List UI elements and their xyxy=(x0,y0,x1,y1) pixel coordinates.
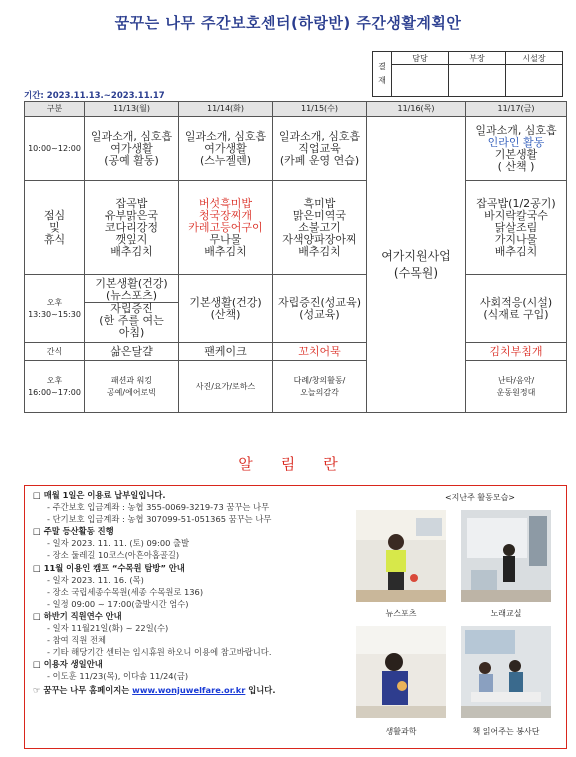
notice-item: - 이도훈 11/23(목), 이다솜 11/24(금) xyxy=(47,671,189,682)
approval-label: 결 재 xyxy=(373,52,392,97)
activity-cell: 일과소개, 심호흡 여가생활 (공예 활동) xyxy=(85,117,179,181)
approval-sign-charge xyxy=(392,65,449,97)
menu-cell: 버섯흑미밥 청국장찌개 카레고등어구이 무나물 배추김치 xyxy=(179,181,273,275)
homepage-link[interactable]: www.wonjuwelfare.or.kr xyxy=(132,684,246,695)
time-cell: 10:00~12:00 xyxy=(25,117,85,181)
afternoon-row xyxy=(25,275,567,343)
snack-cell: 팬케이크 xyxy=(179,343,273,361)
notice-heading: □ 하반기 직원연수 안내 xyxy=(33,610,122,621)
notice-item: - 일정 09:00 ~ 17:00(출발시간 엄수) xyxy=(47,598,189,609)
snack-cell: 김치부침개 xyxy=(466,343,567,361)
day-header: 11/14(화) xyxy=(179,102,273,117)
notice-item: - 일자 2023. 11. 16. (목) xyxy=(47,574,144,585)
approval-col-manager: 부장 xyxy=(449,52,506,65)
approval-col-director: 시설장 xyxy=(506,52,563,65)
activity-photo-newsports xyxy=(356,510,446,602)
program-cell: 패션과 워킹 공예/에어로빅 xyxy=(85,361,179,413)
time-cell: 오후 16:00~17:00 xyxy=(25,361,85,413)
notice-box xyxy=(24,485,567,749)
schedule-header-row xyxy=(25,102,567,117)
activity-photo-science xyxy=(356,626,446,718)
notice-list xyxy=(33,489,363,696)
activity-photo-storytelling xyxy=(461,626,551,718)
photo-caption: 노래교실 xyxy=(490,609,522,618)
activity-cell: 일과소개, 심호흡 여가생활 (스누젤렌) xyxy=(179,117,273,181)
day-header: 11/16(목) xyxy=(367,102,466,117)
page-title: 꿈꾸는 나무 주간보호센터(하랑반) 주간생활계획안 xyxy=(114,14,462,32)
notice-item: - 일자 11월21일(화) ~ 22일(수) xyxy=(47,623,169,634)
approval-table xyxy=(372,51,563,97)
activity-cell: 일과소개, 심호흡 직업교육 (카페 운영 연습) xyxy=(273,117,367,181)
activity-cell: 일과소개, 심호흡 인라인 활동 기본생활 ( 산책 ) xyxy=(466,117,567,181)
photo-caption: 뉴스포츠 xyxy=(385,609,417,618)
schedule-table xyxy=(24,101,567,413)
activity-cell: 자립증진(성교육) (성교육) xyxy=(273,275,367,343)
notice-item: - 장소 둘레길 10코스(아흔아홉골길) xyxy=(47,550,180,561)
snack-row xyxy=(25,343,567,361)
snack-label: 간식 xyxy=(25,343,85,361)
approval-sign-manager xyxy=(449,65,506,97)
program-cell: 다례/창의활동/ 오늘의감각 xyxy=(273,361,367,413)
menu-cell: 잡곡밥 유부맑은국 코다리강정 깻잎지 배추김치 xyxy=(85,181,179,275)
notice-heading: □ 11월 이용인 캠프 “수목원 탐방” 안내 xyxy=(33,562,185,573)
activity-cell: 기본생활(건강) (뉴스포츠) 자립증진 (한 주를 여는 아침) xyxy=(85,275,179,343)
late-afternoon-row xyxy=(25,361,567,413)
notice-item: - 일자 2023. 11. 11. (토) 09:00 출발 xyxy=(47,538,190,549)
day-header: 11/15(수) xyxy=(273,102,367,117)
notice-title: 알림란 xyxy=(238,455,366,473)
program-cell: 난타/음악/ 운동원정대 xyxy=(466,361,567,413)
photos-title: <지난주 활동모습> xyxy=(444,493,516,502)
notice-item: - 장소 국립세종수목원(세종 수목원로 136) xyxy=(47,586,204,597)
activity-cell: 사회적응(시설) (식재료 구입) xyxy=(466,275,567,343)
photo-caption: 책 읽어주는 봉사단 xyxy=(472,727,540,736)
homepage-line xyxy=(33,684,363,696)
approval-sign-director xyxy=(506,65,563,97)
period-label: 기간: 2023.11.13.~2023.11.17 xyxy=(24,91,165,101)
activity-cell: 기본생활(건강) (산책) xyxy=(179,275,273,343)
menu-cell: 흑미밥 맑은미역국 소불고기 자색양파장아찌 배추김치 xyxy=(273,181,367,275)
notice-item: - 단기보호 입금계좌 : 농협 307099-51-051365 꿈꾸는 나무 xyxy=(47,514,272,525)
approval-col-charge: 담당 xyxy=(392,52,449,65)
day-header: 11/17(금) xyxy=(466,102,567,117)
photo-caption: 생활과학 xyxy=(385,727,417,736)
notice-item: - 기타 해당기간 센터는 임시휴원 하오니 이용에 참고바랍니다. xyxy=(47,647,272,658)
notice-item: - 주간보호 입금계좌 : 농협 355-0069-3219-73 꿈꾸는 나무 xyxy=(47,502,270,513)
menu-cell: 잡곡밥(1/2공기) 바지락칼국수 닭살조림 가지나물 배추김치 xyxy=(466,181,567,275)
notice-heading: □ 매월 1일은 이용료 납부일입니다. xyxy=(33,490,166,500)
corner-cell: 구분 xyxy=(25,102,85,117)
lunch-row xyxy=(25,181,567,275)
thursday-event-cell: 여가지원사업 (수목원) xyxy=(367,117,466,413)
notice-item: - 참여 직원 전체 xyxy=(47,635,106,646)
activity-photo-singing xyxy=(461,510,551,602)
notice-heading: □ 이용자 생일안내 xyxy=(33,659,103,670)
day-header: 11/13(월) xyxy=(85,102,179,117)
morning-row xyxy=(25,117,567,181)
snack-cell: 꼬치어묵 xyxy=(273,343,367,361)
snack-cell: 삶은달걀 xyxy=(85,343,179,361)
homepage-prefix: ☞ 꿈꾸는 나무 홈페이지는 xyxy=(33,684,130,695)
notice-heading: □ 주말 등산활동 진행 xyxy=(33,526,114,537)
homepage-suffix: 입니다. xyxy=(248,684,276,695)
program-cell: 사진/요가/로하스 xyxy=(179,361,273,413)
time-cell: 오후 13:30~15:30 xyxy=(25,275,85,343)
lunch-label-cell: 점심 및 휴식 xyxy=(25,181,85,275)
